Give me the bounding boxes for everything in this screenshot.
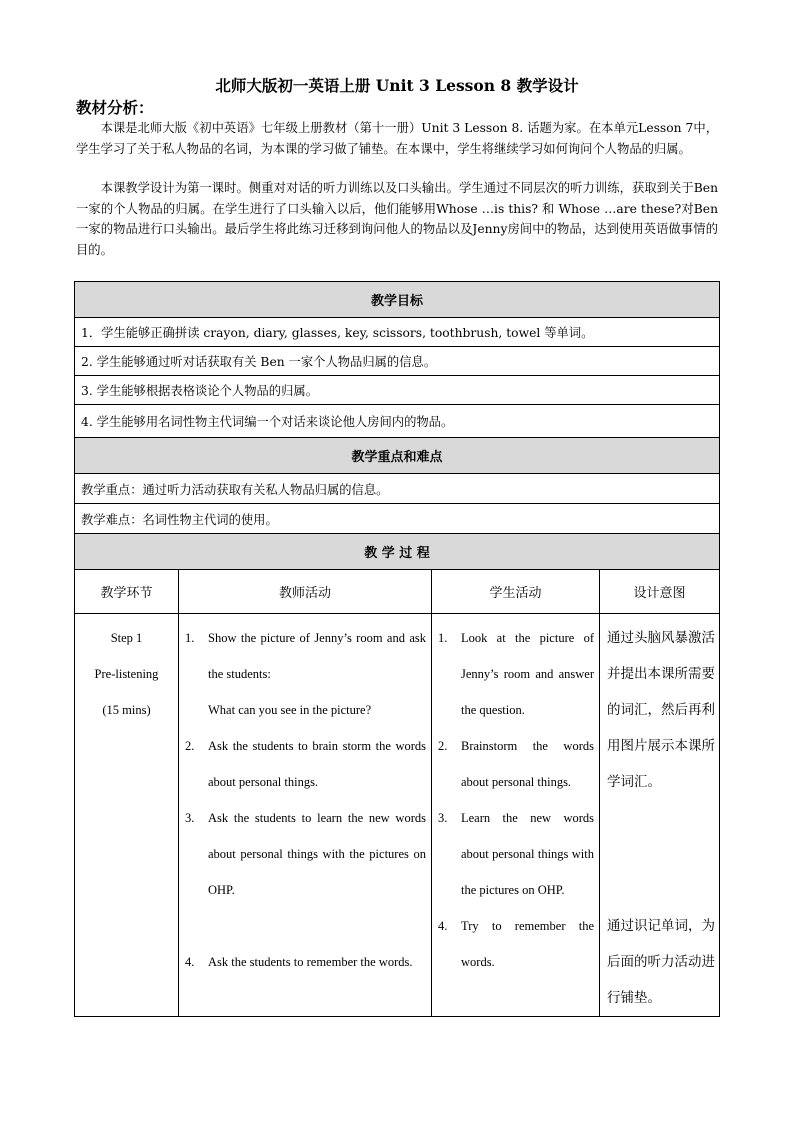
process-header: 教 学 过 程 bbox=[75, 534, 720, 570]
item-text: Ask the students to remember the words. bbox=[208, 955, 413, 969]
list-item bbox=[438, 800, 594, 908]
document-title: 北师大版初一英语上册 Unit 3 Lesson 8 教学设计 bbox=[215, 76, 579, 95]
column-header-stage: 教学环节 bbox=[75, 570, 179, 614]
list-item bbox=[185, 620, 426, 728]
item-number: 1. bbox=[185, 631, 195, 645]
list-item bbox=[438, 908, 594, 980]
lesson-plan-table bbox=[74, 281, 720, 1017]
step-duration: (15 mins) bbox=[102, 703, 151, 717]
objective-item: 2. 学生能够通过听对话获取有关 Ben 一家个人物品归属的信息。 bbox=[75, 347, 720, 376]
intent-text: 通过识记单词，为后面的听力活动进行铺垫。 bbox=[607, 918, 715, 1006]
step-cell bbox=[75, 614, 179, 1017]
objective-item: 3. 学生能够根据表格谈论个人物品的归属。 bbox=[75, 376, 720, 405]
column-header-intent: 设计意图 bbox=[600, 570, 720, 614]
section-heading: 教材分析： bbox=[76, 98, 154, 117]
item-number: 3. bbox=[438, 811, 448, 825]
column-header-teacher: 教师活动 bbox=[179, 570, 432, 614]
objective-item: 4. 学生能够用名词性物主代词编一个对话来谈论他人房间内的物品。 bbox=[75, 405, 720, 438]
list-item bbox=[185, 944, 426, 980]
item-text: Learn the new words about personal things with the pictures on OHP. bbox=[461, 811, 594, 897]
item-text: Try to remember the words. bbox=[461, 919, 594, 969]
item-subtext: What can you see in the picture? bbox=[208, 703, 372, 717]
item-number: 3. bbox=[185, 811, 195, 825]
step-name: Step 1 bbox=[110, 631, 143, 645]
step-stage: Pre-listening bbox=[94, 667, 159, 681]
column-header-student: 学生活动 bbox=[432, 570, 600, 614]
key-point-difficulty: 教学难点：名词性物主代词的使用。 bbox=[75, 504, 720, 534]
item-text: Show the picture of Jenny’s room and ask the students: bbox=[208, 631, 426, 681]
item-text: Look at the picture of Jenny’s room and answer the question. bbox=[461, 631, 594, 717]
teacher-activities bbox=[179, 614, 432, 1017]
item-text: Ask the students to learn the new words about personal things with the pictures on OHP. bbox=[208, 811, 426, 897]
student-activities bbox=[432, 614, 600, 1017]
list-item bbox=[185, 728, 426, 800]
intro-paragraph: 本课教学设计为第一课时。侧重对对话的听力训练以及口头输出。学生通过不同层次的听力训练，获取到关于Ben一家的个人物品的归属。在学生进行了口头输入以后，他们能够用Whose …is this? 和 Whose …are these?对Ben一家的物品进行口头输出。最后学生将此练习迁移到询问他人的物品以及Jenny房间中的物品，达到使用英语做事情的目的。 bbox=[76, 181, 718, 257]
item-number: 4. bbox=[185, 955, 195, 969]
intro-paragraph: 本课是北师大版《初中英语》七年级上册教材（第十一册）Unit 3 Lesson 8. 话题为家。在本单元Lesson 7中，学生学习了关于私人物品的名词，为本课的学习做了铺垫。在本课中，学生将继续学习如何询问个人物品的归属。 bbox=[76, 121, 718, 156]
list-item bbox=[185, 800, 426, 908]
key-point-focus: 教学重点：通过听力活动获取有关私人物品归属的信息。 bbox=[75, 474, 720, 504]
design-intent bbox=[600, 614, 720, 1017]
item-text: Brainstorm the words about personal things. bbox=[461, 739, 594, 789]
item-number: 4. bbox=[438, 919, 448, 933]
intent-text: 通过头脑风暴激活并提出本课所需要的词汇，然后再利用图片展示本课所学词汇。 bbox=[607, 630, 715, 790]
objectives-header: 教学目标 bbox=[75, 282, 720, 318]
key-points-header: 教学重点和难点 bbox=[75, 438, 720, 474]
item-number: 1. bbox=[438, 631, 448, 645]
objective-item: 1．学生能够正确拼读 crayon, diary, glasses, key, scissors, toothbrush, towel 等单词。 bbox=[75, 318, 720, 347]
list-item bbox=[438, 728, 594, 800]
item-text: Ask the students to brain storm the words about personal things. bbox=[208, 739, 426, 789]
item-number: 2. bbox=[438, 739, 448, 753]
item-number: 2. bbox=[185, 739, 195, 753]
list-item bbox=[438, 620, 594, 728]
